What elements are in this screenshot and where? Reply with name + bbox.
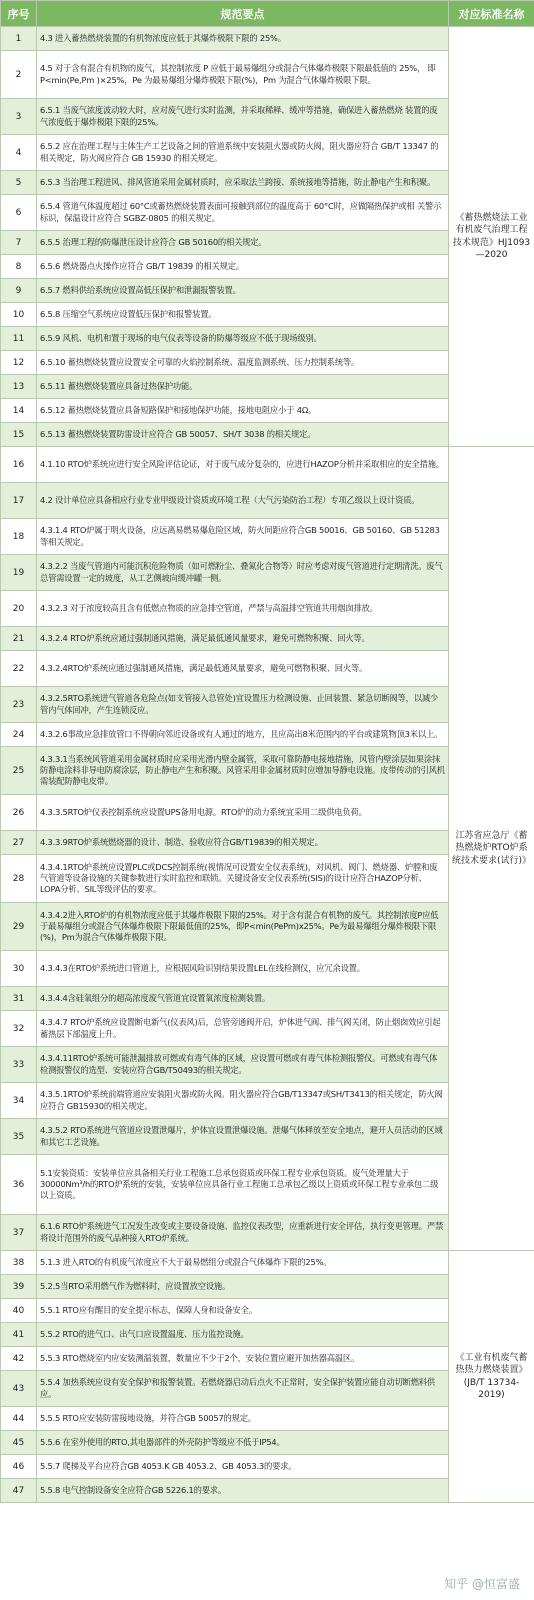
- row-number: 5: [1, 171, 37, 195]
- requirement-text: 4.3.2.5RTO系统进气管道各危险点(如支管接入总管处)宜设置压力检测设施、止回装置、紧急切断阀等，以减少管内气体回冲，产生连锁反应。: [37, 687, 449, 723]
- row-number: 47: [1, 1479, 37, 1503]
- requirement-text: 6.5.7 燃料供给系统应设置高低压保护和泄漏报警装置。: [37, 279, 449, 303]
- requirement-text: 6.5.8 压缩空气系统应设置低压保护和报警装置。: [37, 303, 449, 327]
- row-number: 13: [1, 375, 37, 399]
- requirement-text: 6.5.11 蓄热燃烧装置应具备过热保护功能。: [37, 375, 449, 399]
- requirement-text: 4.3.3.1当系统风管道采用金属材质时应采用光滑内壁金属管，采取可靠防静电接地措施，风管内壁涂层如果涂抹防静电涂料非导电防腐涂层，防止静电产生和积聚。风管采用非金属材质时应增加导静电设施。皮带传动的引风机需装配防静电皮带。: [37, 747, 449, 795]
- row-number: 7: [1, 231, 37, 255]
- requirement-text: 5.5.4 加热系统应设有安全保护和报警装置。若燃烧器启动后点火不正常时，安全保护装置应能自动切断燃料供应。: [37, 1371, 449, 1407]
- table-header: [1, 1, 534, 27]
- row-number: 23: [1, 687, 37, 723]
- standard-name: 江苏省应急厅《蓄热燃烧炉RTO炉系统技术要求(试行)》: [449, 447, 534, 1251]
- requirement-text: 4.3.4.4含硅氧组分的超高浓度废气管道宜设置氧浓度检测装置。: [37, 987, 449, 1011]
- table-row: [1, 447, 534, 483]
- row-number: 40: [1, 1299, 37, 1323]
- requirement-text: 4.3.4.2进入RTO炉的有机物浓度应低于其爆炸极限下限的25%。对于含有混合有机物的废气。其控制浓度P应低于最易爆组分或混合气体爆炸极限下限最低值的25%，即P<min(PePm)x25%。Pe为最易爆组分爆炸极限下限(%)，Pm为混合气体爆炸极限下限。: [37, 903, 449, 951]
- row-number: 33: [1, 1047, 37, 1083]
- header-standard: 对应标准名称: [449, 1, 534, 27]
- row-number: 24: [1, 723, 37, 747]
- row-number: 3: [1, 99, 37, 135]
- requirement-text: 6.5.9 风机、电机和置于现场的电气仪表等设备的防爆等级应不低于现场级别。: [37, 327, 449, 351]
- requirement-text: 5.1安装资质：安装单位应具备相关行业工程施工总承包资质或环保工程专业承包资质。废气处理量大于30000Nm³/h的RTO炉系统的安装，安装单位应具备行业工程施工总承包乙级以上资质或环保工程专业承包二级以上资质。: [37, 1155, 449, 1215]
- row-number: 37: [1, 1215, 37, 1251]
- standard-name: 《工业有机废气蓄热热力燃烧装置》(JB/T 13734-2019): [449, 1251, 534, 1503]
- row-number: 36: [1, 1155, 37, 1215]
- requirement-text: 4.3 进入蓄热燃烧装置的有机物浓度应低于其爆炸极限下限的 25%。: [37, 27, 449, 51]
- requirement-text: 5.5.2 RTO的进气口、出气口应设置温度、压力监控设施。: [37, 1323, 449, 1347]
- row-number: 8: [1, 255, 37, 279]
- requirement-text: 4.3.4.3在RTO炉系统进口管道上，应根据风险识别结果设置LEL在线检测仪，应冗余设置。: [37, 951, 449, 987]
- row-number: 43: [1, 1371, 37, 1407]
- row-number: 45: [1, 1431, 37, 1455]
- row-number: 2: [1, 51, 37, 99]
- requirement-text: 6.5.10 蓄热燃烧装置应设置安全可靠的火焰控制系统、温度监测系统、压力控制系统等。: [37, 351, 449, 375]
- row-number: 17: [1, 483, 37, 519]
- requirement-text: 6.5.4 管道气体温度超过 60°C或蓄热燃烧装置表面可接触到部位的温度高于 60°C时，应做隔热保护或相 关警示标识，保温设计应符合 SGBZ-0805 的相关规定。: [37, 195, 449, 231]
- row-number: 41: [1, 1323, 37, 1347]
- requirement-text: 5.5.3 RTO燃烧室内应安装测温装置，数量应不少于2个，安装位置应避开加热器高温区。: [37, 1347, 449, 1371]
- requirement-text: 4.3.3.9RTO炉系统燃烧器的设计、制造、验收应符合GB/T19839的相关规定。: [37, 831, 449, 855]
- requirement-text: 5.5.1 RTO应有醒目的安全提示标志，保障人身和设备安全。: [37, 1299, 449, 1323]
- requirement-text: 5.5.7 爬梯及平台应符合GB 4053.K GB 4053.2、GB 4053.3的要求。: [37, 1455, 449, 1479]
- row-number: 11: [1, 327, 37, 351]
- row-number: 30: [1, 951, 37, 987]
- row-number: 6: [1, 195, 37, 231]
- row-number: 26: [1, 795, 37, 831]
- header-no: 序号: [1, 1, 37, 27]
- requirement-text: 5.5.5 RTO应安装防雷接地设施，并符合GB 50057的规定。: [37, 1407, 449, 1431]
- row-number: 18: [1, 519, 37, 555]
- table-row: [1, 27, 534, 51]
- row-number: 10: [1, 303, 37, 327]
- row-number: 35: [1, 1119, 37, 1155]
- row-number: 38: [1, 1251, 37, 1275]
- requirement-text: 6.1.6 RTO炉系统进气工况发生改变或主要设备设施、监控仪表改型，应重新进行安全评估，执行变更管理。严禁将设计范围外的废气品种接入RTO炉系统。: [37, 1215, 449, 1251]
- requirement-text: 4.3.4.11RTO炉系统可能泄漏排放可燃或有毒气体的区域，应设置可燃或有毒气体检测报警仪。可燃或有毒气体检测报警仪的选型、安装应符合GB/T50493的相关规定。: [37, 1047, 449, 1083]
- requirement-text: 6.5.5 治理工程的防爆泄压设计应符合 GB 50160的相关规定。: [37, 231, 449, 255]
- row-number: 14: [1, 399, 37, 423]
- row-number: 1: [1, 27, 37, 51]
- row-number: 44: [1, 1407, 37, 1431]
- standard-name: 《蓄热燃烧法工业有机废气治理工程技术规范》HJ1093—2020: [449, 27, 534, 447]
- row-number: 9: [1, 279, 37, 303]
- requirement-text: 5.5.6 在室外使用的RTO,其电器部件的外壳防护等级应不低于IP54。: [37, 1431, 449, 1455]
- table-row: [1, 1251, 534, 1275]
- row-number: 12: [1, 351, 37, 375]
- requirement-text: 4.3.2.4RTO炉系统应通过强制通风措施，满足最低通风量要求，避免可燃物积聚、回火等。: [37, 651, 449, 687]
- row-number: 29: [1, 903, 37, 951]
- requirement-text: 5.2.5当RTO采用燃气作为燃料时，应设置放空设施。: [37, 1275, 449, 1299]
- row-number: 32: [1, 1011, 37, 1047]
- row-number: 19: [1, 555, 37, 591]
- row-number: 16: [1, 447, 37, 483]
- requirement-text: 4.3.1.4 RTO炉属于明火设备，应远离易燃易爆危险区域，防火间距应符合GB 50016、GB 50160、GB 51283等相关规定。: [37, 519, 449, 555]
- requirement-text: 4.3.2.3 对于浓度较高且含有低燃点物质的应急排空管道，严禁与高温排空管道共用烟囱排放。: [37, 591, 449, 627]
- watermark: [444, 1575, 520, 1592]
- requirement-text: 4.5 对于含有混合有机物的废气，其控制浓度 P 应低于最易爆组分或混合气体爆炸极限下限最低值的 25%， 即 P<min(Pe,Pm )×25%，Pe 为最易爆组分爆炸极限下限(%)，Pm 为混合气体爆炸极限下限。: [37, 51, 449, 99]
- requirement-text: 5.5.8 电气控制设备安全应符合GB 5226.1的要求。: [37, 1479, 449, 1503]
- header-requirement: 规范要点: [37, 1, 449, 27]
- row-number: 39: [1, 1275, 37, 1299]
- row-number: 4: [1, 135, 37, 171]
- row-number: 34: [1, 1083, 37, 1119]
- row-number: 28: [1, 855, 37, 903]
- requirement-text: 6.5.12 蓄热燃烧装置应具备短路保护和接地保护功能，接地电阻应小于 4Ω。: [37, 399, 449, 423]
- requirement-text: 6.5.13 蓄热燃烧装置防雷设计应符合 GB 50057、SH/T 3038 的相关规定。: [37, 423, 449, 447]
- requirement-text: 5.1.3 进入RTO的有机废气浓度应不大于最易燃组分或混合气体爆炸下限的25%。: [37, 1251, 449, 1275]
- row-number: 15: [1, 423, 37, 447]
- requirement-text: 4.3.5.1RTO炉系统前端管道应安装阻火器或防火阀。阻火器应符合GB/T13347或SH/T3413的相关规定，防火阀应符合 GB15930的相关规定。: [37, 1083, 449, 1119]
- zhihu-watermark-text: 知乎 @恒富盛: [444, 1577, 520, 1591]
- row-number: 21: [1, 627, 37, 651]
- requirement-text: 6.5.1 当废气浓度波动较大时，应对废气进行实时监测，并采取稀释、缓冲等措施，确保进入蓄热燃烧 装置的废气浓度低于爆炸极限下限的25%。: [37, 99, 449, 135]
- requirement-text: 4.3.2.2 当废气管道内可能沉积危险物质（如可燃粉尘、叠氮化合物等）时应考虑对废气管道进行定期清洗。废气总管需设置一定的坡度，从工艺侧坡向缓冲罐一侧。: [37, 555, 449, 591]
- requirement-text: 4.3.4.7 RTO炉系统应设置断电新气(仪表风)后，总管旁通阀开启，炉体进气阀、排气阀关闭，防止烟囱效应引起蓄热层下部温度上升。: [37, 1011, 449, 1047]
- requirement-text: 4.3.3.5RTO炉仪表控制系统应设置UPS备用电源。RTO炉的动力系统宜采用二级供电负荷。: [37, 795, 449, 831]
- row-number: 42: [1, 1347, 37, 1371]
- requirement-text: 4.2 设计单位应具备相应行业专业甲级设计资质或环境工程（大气污染防治工程）专项乙级以上设计资质。: [37, 483, 449, 519]
- row-number: 25: [1, 747, 37, 795]
- requirement-text: 4.3.2.6事故应急排放管口不得朝向邻近设备或有人通过的地方，且应高出8米范围内的平台或建筑物顶3米以上。: [37, 723, 449, 747]
- row-number: 31: [1, 987, 37, 1011]
- requirement-text: 4.3.4.1RTO炉系统应设置PLC或DCS控制系统(视情况可设置安全仪表系统)，对风机、阀门、燃烧器、炉膛和废气管道等设备设施的关键参数进行实时监控和联锁。关键设备安全仪表系统(SIS)的设计应符合HAZOP分析、LOPA分析、SIL等级评估的要求。: [37, 855, 449, 903]
- requirement-text: 4.3.2.4 RTO炉系统应通过强制通风措施，满足最低通风量要求，避免可燃物积聚、回火等。: [37, 627, 449, 651]
- row-number: 20: [1, 591, 37, 627]
- row-number: 27: [1, 831, 37, 855]
- requirement-text: 6.5.2 应在治理工程与主体生产工艺设备之间的管道系统中安装阻火器或防火阀，阻火器应符合 GB/T 13347 的相关规定，防火阀应符合 GB 15930 的相关规定。: [37, 135, 449, 171]
- requirement-text: 6.5.3 当治理工程进风、排风管道采用金属材质时，应采取法兰跨接、系统接地等措施，防止静电产生和积聚。: [37, 171, 449, 195]
- row-number: 46: [1, 1455, 37, 1479]
- row-number: 22: [1, 651, 37, 687]
- requirement-text: 4.3.5.2 RTO系统进气管道应设置泄爆片，炉体宜设置泄爆设施。泄爆气体释放至安全地点，避开人员活动的区域和其它工艺设施。: [37, 1119, 449, 1155]
- requirement-text: 4.1.10 RTO炉系统应进行安全风险评估论证，对于废气成分复杂的，应进行HAZOP分析并采取相应的安全措施。: [37, 447, 449, 483]
- requirement-text: 6.5.6 燃烧器点火操作应符合 GB/T 19839 的相关规定。: [37, 255, 449, 279]
